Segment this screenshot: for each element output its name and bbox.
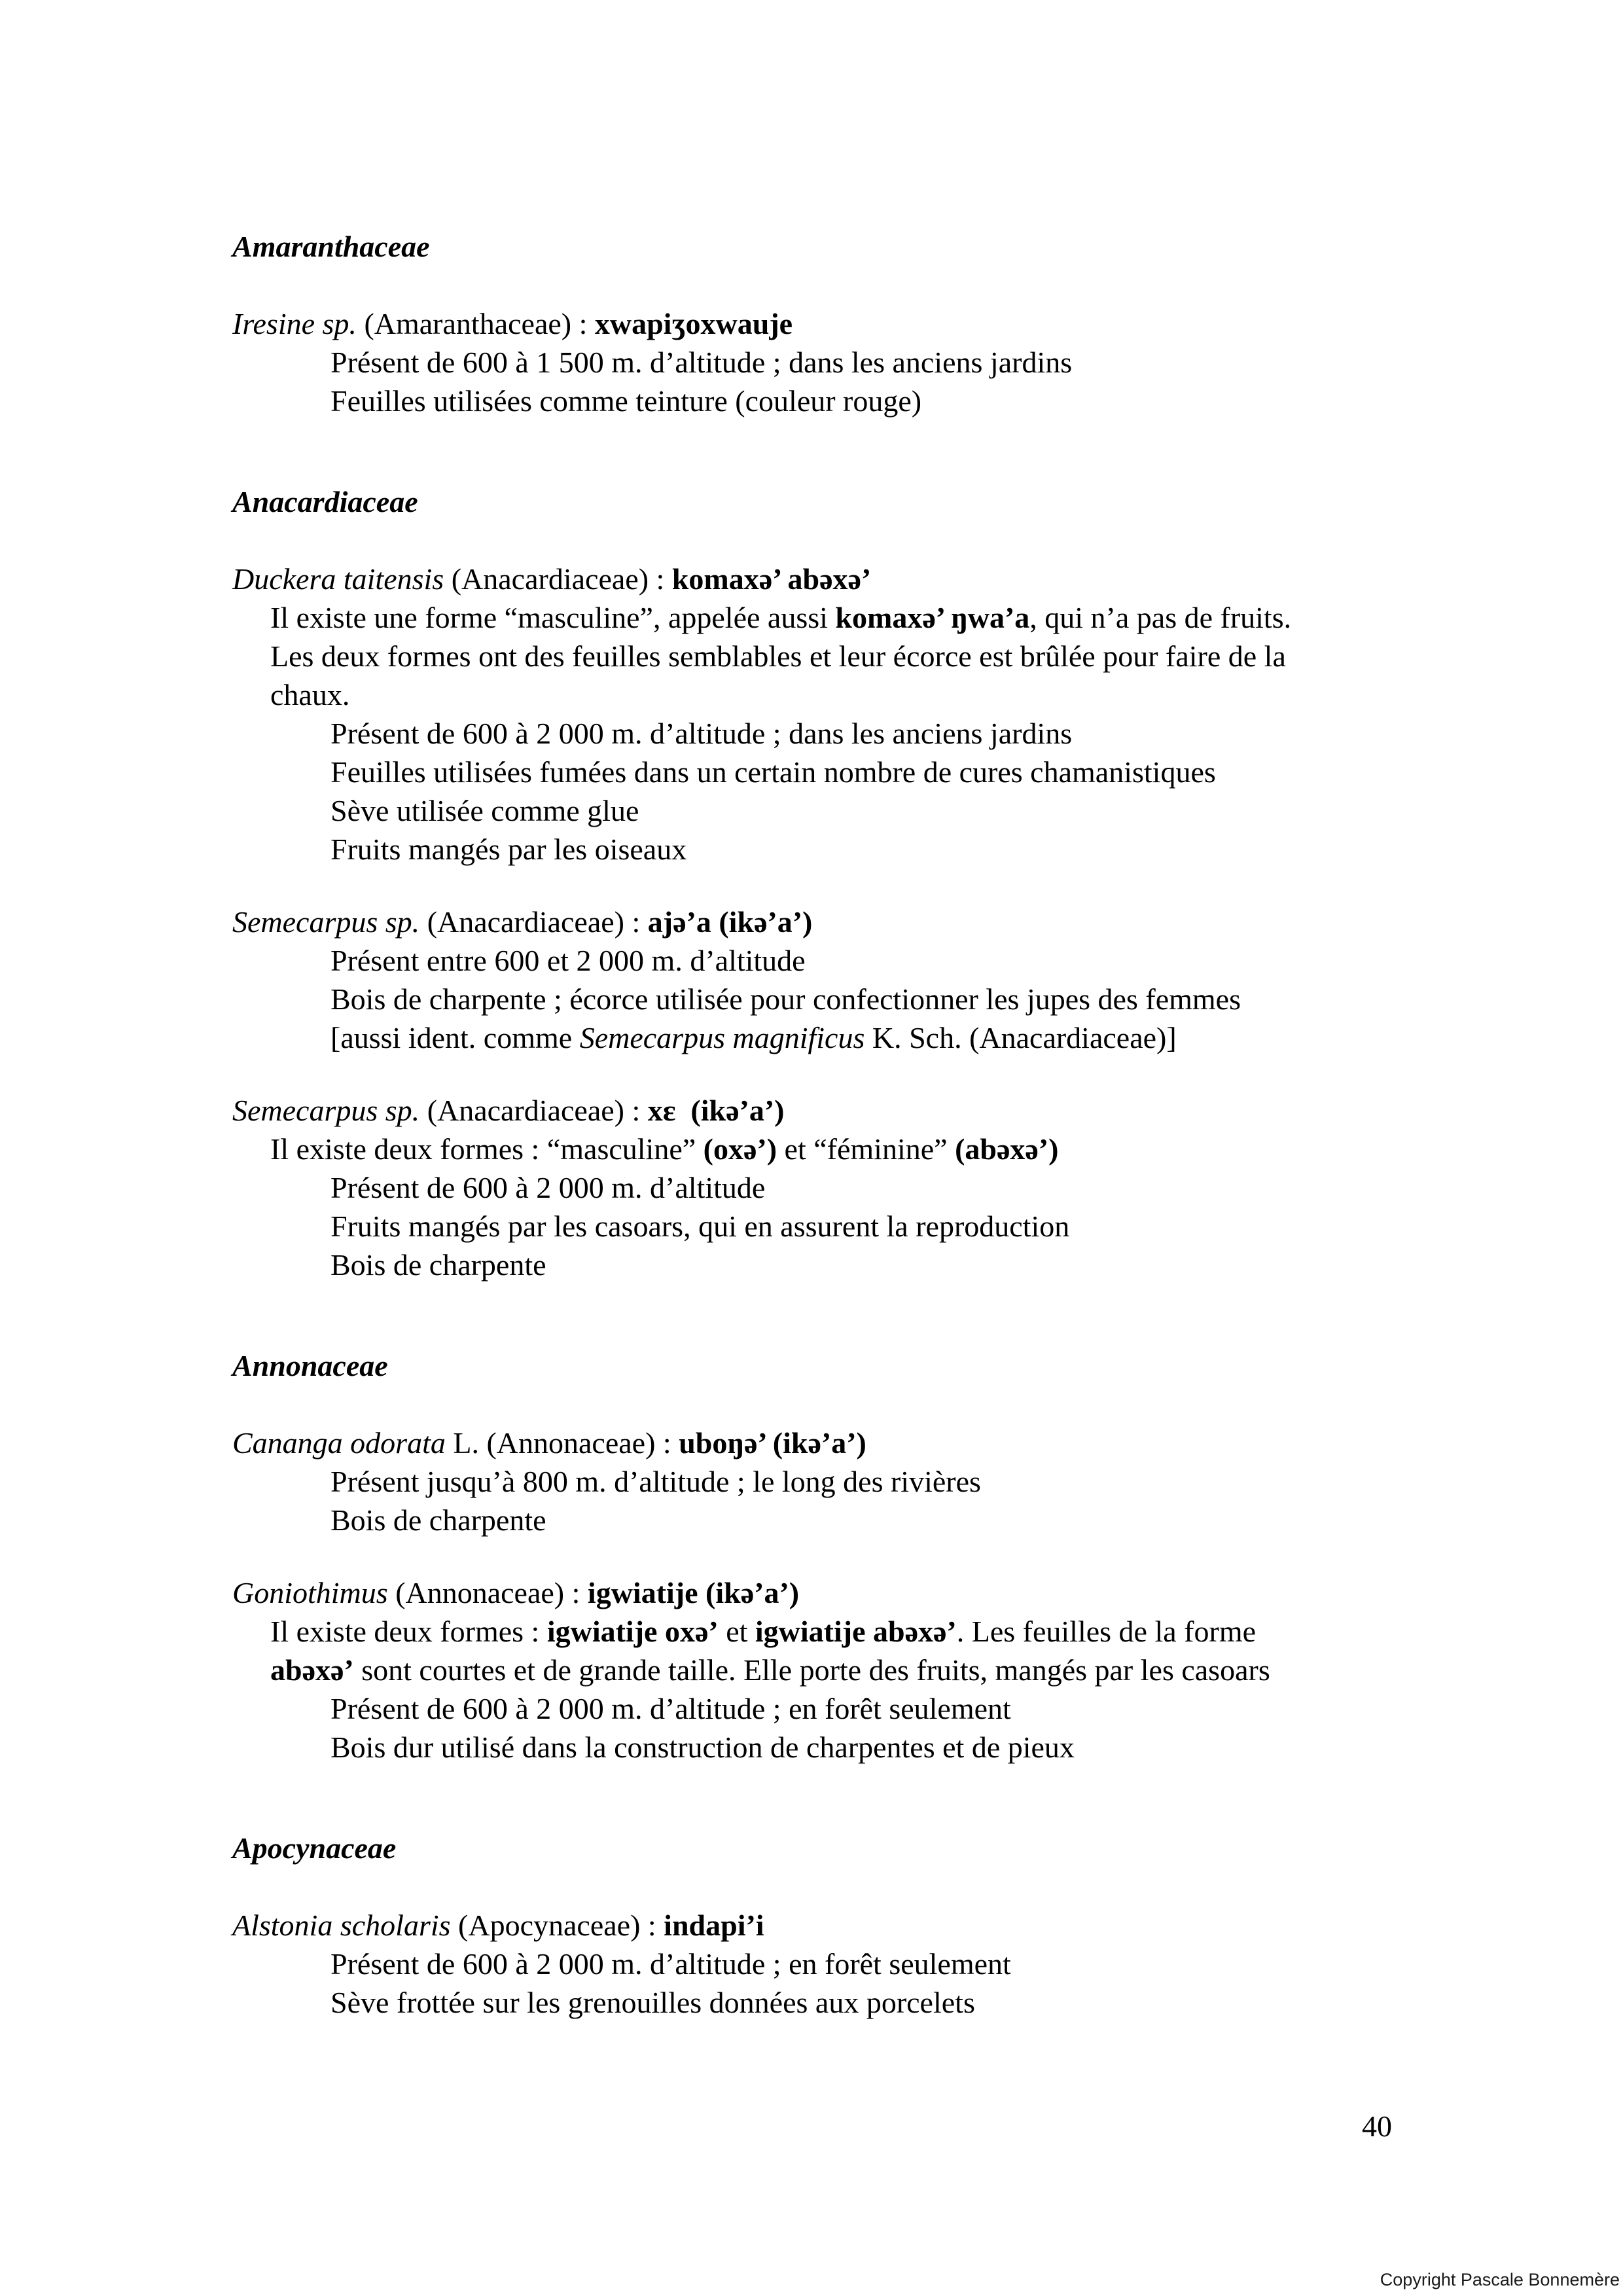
entry-line (330, 1728, 1394, 1767)
text-segment: Présent de 600 à 2 000 m. d’altitude ; en forêt seulement (330, 1692, 1011, 1725)
text-segment: komaxə’ abəxə’ (671, 562, 872, 596)
entry-line (330, 1462, 1394, 1501)
family-heading: Apocynaceae (232, 1831, 397, 1865)
text-segment: Présent de 600 à 2 000 m. d’altitude ; dans les anciens jardins (330, 717, 1073, 750)
entry-line (270, 598, 1394, 637)
text-segment: (Amaranthaceae) : (356, 307, 595, 340)
family-section (232, 1829, 1394, 2022)
text-segment: Fruits mangés par les oiseaux (330, 833, 687, 866)
text-segment: Présent de 600 à 2 000 m. d’altitude ; en forêt seulement (330, 1947, 1011, 1981)
entry-line (330, 1689, 1394, 1728)
entry-line (270, 675, 1394, 714)
copyright-notice: Copyright Pascale Bonnemère (1380, 2270, 1620, 2289)
family-section (232, 482, 1394, 1284)
text-segment: komaxə’ ŋwa’a (835, 601, 1030, 634)
text-segment: xɛ (ikə’a’) (647, 1094, 785, 1127)
text-segment: (Annonaceae) : (387, 1576, 588, 1609)
text-segment: chaux. (270, 678, 350, 711)
text-segment: Feuilles utilisées fumées dans un certain nombre de cures chamanistiques (330, 755, 1216, 789)
entry-line (270, 637, 1394, 675)
species-entry (232, 1424, 1394, 1539)
entry-line (232, 903, 1394, 941)
family-heading: Amaranthaceae (232, 230, 430, 263)
entry-line (232, 1424, 1394, 1462)
text-segment: Fruits mangés par les casoars, qui en assurent la reproduction (330, 1210, 1070, 1243)
text-segment: Bois de charpente ; écorce utilisée pour confectionner les jupes des femmes (330, 982, 1241, 1016)
text-segment: Alstonia scholaris (232, 1909, 451, 1942)
entry-line (330, 343, 1394, 382)
text-segment: K. Sch. (Anacardiaceae)] (865, 1021, 1177, 1054)
text-segment: , qui n’a pas de fruits. (1029, 601, 1292, 634)
text-segment: igwiatije oxə’ (546, 1615, 719, 1648)
text-segment: . Les feuilles de la forme (956, 1615, 1257, 1648)
entry-line (330, 830, 1394, 869)
species-entry (232, 560, 1394, 869)
entry-line (232, 560, 1394, 598)
text-segment: (abəxə’) (955, 1132, 1059, 1166)
species-entry (232, 903, 1394, 1057)
entry-line (330, 1983, 1394, 2022)
text-segment: indapi’i (664, 1909, 764, 1942)
text-segment: (Anacardiaceae) : (444, 562, 672, 596)
text-segment: igwiatije abəxə’ (755, 1615, 957, 1648)
entry-line (330, 1018, 1394, 1057)
family-heading: Anacardiaceae (232, 485, 418, 518)
text-segment: Présent entre 600 et 2 000 m. d’altitude (330, 944, 806, 977)
entry-line (330, 791, 1394, 830)
species-entry (232, 1091, 1394, 1284)
text-segment: Semecarpus magnificus (579, 1021, 865, 1054)
entry-line (330, 753, 1394, 791)
entry-line (330, 1501, 1394, 1539)
text-segment: Bois de charpente (330, 1503, 546, 1537)
species-entry (232, 1906, 1394, 2022)
text-segment: Présent jusqu’à 800 m. d’altitude ; le long des rivières (330, 1465, 981, 1498)
text-segment: Présent de 600 à 1 500 m. d’altitude ; dans les anciens jardins (330, 346, 1073, 379)
text-segment: Il existe deux formes : “masculine” (270, 1132, 704, 1166)
text-segment: [aussi ident. comme (330, 1021, 580, 1054)
entry-line (330, 1207, 1394, 1246)
text-segment: Goniothimus (232, 1576, 388, 1609)
entry-line (330, 382, 1394, 420)
text-segment: uboŋə’ (ikə’a’) (679, 1426, 866, 1460)
document-body (232, 227, 1394, 2022)
text-segment: (oxə’) (703, 1132, 777, 1166)
text-segment: Semecarpus sp. (232, 905, 420, 939)
text-segment: Cananga odorata (232, 1426, 446, 1460)
text-segment: Iresine sp. (232, 307, 357, 340)
entry-line (232, 1906, 1394, 1945)
entry-line (330, 714, 1394, 753)
text-segment: et “féminine” (777, 1132, 955, 1166)
text-segment: ajə’a (ikə’a’) (647, 905, 813, 939)
family-section (232, 227, 1394, 420)
entry-line (232, 304, 1394, 343)
entry-line (270, 1651, 1394, 1689)
text-segment: Bois de charpente (330, 1248, 546, 1282)
text-segment: Il existe une forme “masculine”, appelée aussi (270, 601, 836, 634)
entry-line (330, 1168, 1394, 1207)
species-entry (232, 304, 1394, 420)
text-segment: et (718, 1615, 755, 1648)
entry-line (270, 1612, 1394, 1651)
text-segment: L. (Annonaceae) : (445, 1426, 679, 1460)
text-segment: Duckera taitensis (232, 562, 444, 596)
entry-line (232, 1573, 1394, 1612)
family-section (232, 1346, 1394, 1767)
text-segment: (Anacardiaceae) : (419, 1094, 648, 1127)
entry-line (330, 1246, 1394, 1284)
entry-line (270, 1130, 1394, 1168)
text-segment: xwapiʒoxwauje (594, 307, 793, 340)
text-segment: (Apocynaceae) : (450, 1909, 664, 1942)
text-segment: Il existe deux formes : (270, 1615, 547, 1648)
family-heading: Annonaceae (232, 1349, 388, 1382)
text-segment: Semecarpus sp. (232, 1094, 420, 1127)
text-segment: (Anacardiaceae) : (419, 905, 648, 939)
text-segment: igwiatije (ikə’a’) (587, 1576, 800, 1609)
page-number: 40 (1362, 2109, 1392, 2143)
entry-line (330, 980, 1394, 1018)
text-segment: Sève frottée sur les grenouilles données aux porcelets (330, 1986, 975, 2019)
text-segment: abəxə’ (270, 1653, 354, 1687)
entry-line (330, 1945, 1394, 1983)
entry-line (232, 1091, 1394, 1130)
text-segment: Les deux formes ont des feuilles semblables et leur écorce est brûlée pour faire de la (270, 639, 1286, 673)
entry-line (330, 941, 1394, 980)
text-segment: Feuilles utilisées comme teinture (couleur rouge) (330, 384, 922, 418)
text-segment: Bois dur utilisé dans la construction de charpentes et de pieux (330, 1731, 1075, 1764)
species-entry (232, 1573, 1394, 1767)
text-segment: sont courtes et de grande taille. Elle porte des fruits, mangés par les casoars (353, 1653, 1270, 1687)
text-segment: Présent de 600 à 2 000 m. d’altitude (330, 1171, 766, 1204)
text-segment: Sève utilisée comme glue (330, 794, 639, 827)
